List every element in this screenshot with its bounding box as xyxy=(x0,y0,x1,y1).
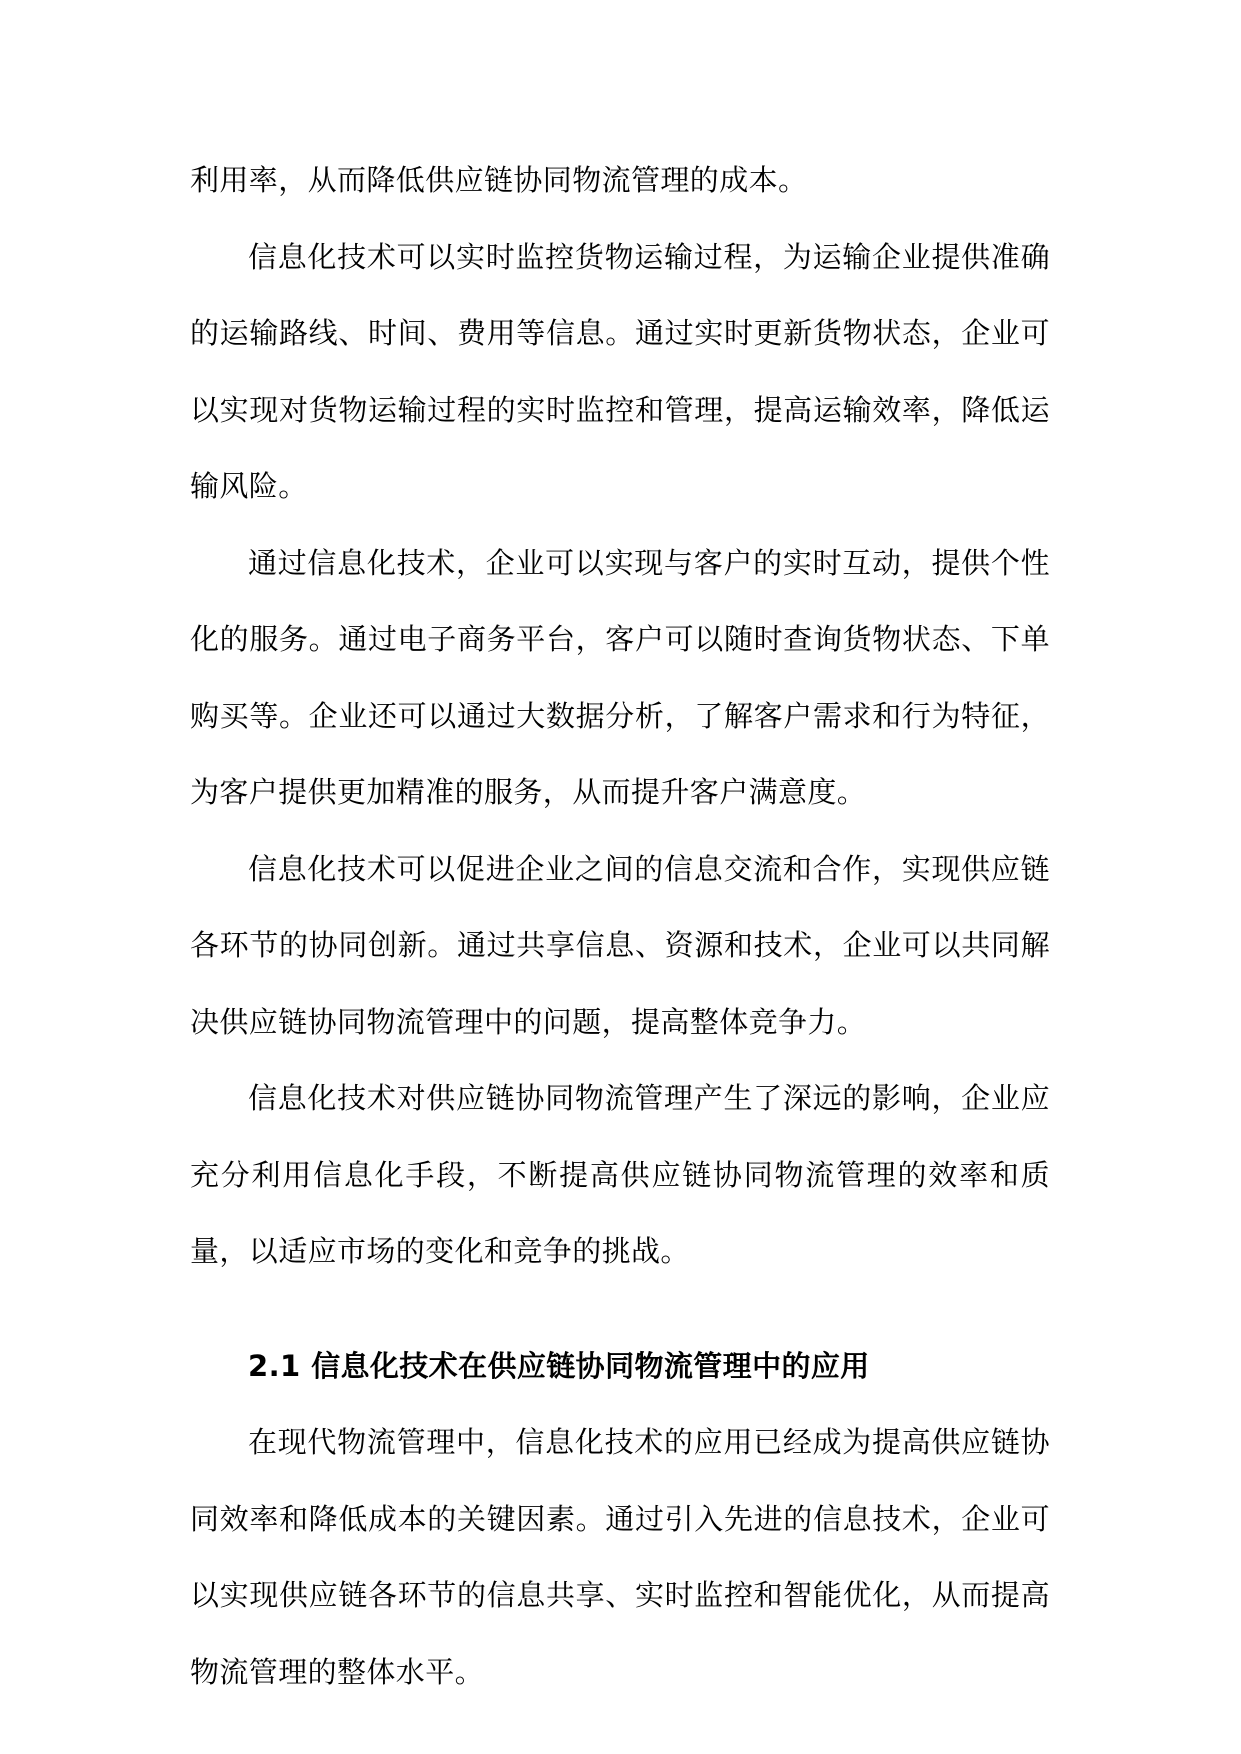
document-body xyxy=(190,142,1050,1710)
paragraph-section-intro: 在现代物流管理中，信息化技术的应用已经成为提高供应链协同效率和降低成本的关键因素。通过引入先进的信息技术，企业可以实现供应链各环节的信息共享、实时监控和智能优化，从而提高物流管理的整体水平。 xyxy=(190,1425,1050,1689)
section-heading: 2.1 信息化技术在供应链协同物流管理中的应用 xyxy=(248,1348,870,1383)
paragraph-collaborative-innovation: 信息化技术可以促进企业之间的信息交流和合作，实现供应链各环节的协同创新。通过共享信息、资源和技术，企业可以共同解决供应链协同物流管理中的问题，提高整体竞争力。 xyxy=(190,851,1050,1039)
paragraph-continuation: 利用率，从而降低供应链协同物流管理的成本。 xyxy=(190,163,808,197)
paragraph-transport-monitoring: 信息化技术可以实时监控货物运输过程，为运输企业提供准确的运输路线、时间、费用等信息。通过实时更新货物状态，企业可以实现对货物运输过程的实时监控和管理，提高运输效率，降低运输风险。 xyxy=(190,239,1050,503)
paragraph-customer-interaction: 通过信息化技术，企业可以实现与客户的实时互动，提供个性化的服务。通过电子商务平台，客户可以随时查询货物状态、下单购买等。企业还可以通过大数据分析，了解客户需求和行为特征，为客户提供更加精准的服务，从而提升客户满意度。 xyxy=(190,545,1050,809)
paragraph-summary: 信息化技术对供应链协同物流管理产生了深远的影响，企业应充分利用信息化手段，不断提高供应链协同物流管理的效率和质量，以适应市场的变化和竞争的挑战。 xyxy=(190,1081,1050,1268)
